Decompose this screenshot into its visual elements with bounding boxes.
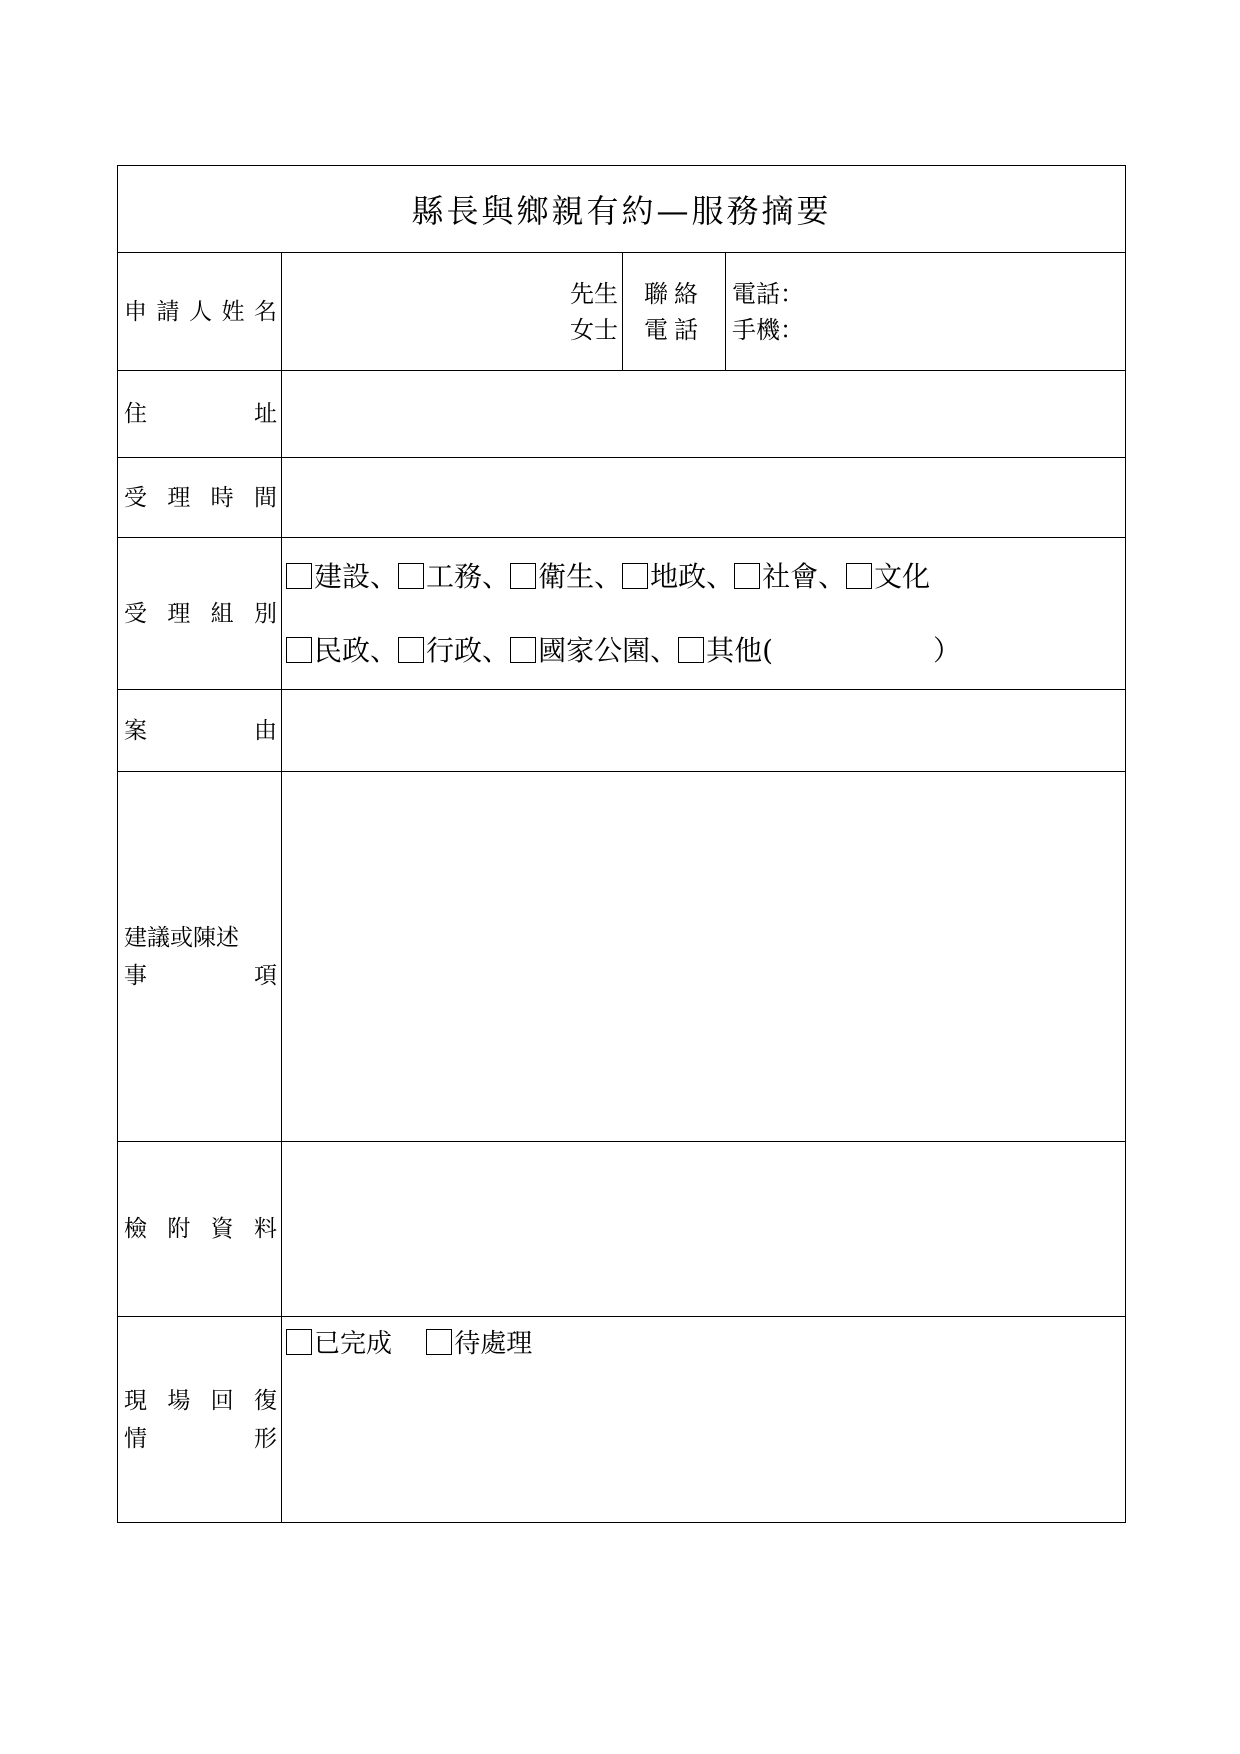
checkbox-public-works[interactable] — [398, 563, 424, 589]
group-line-2: 民政、 行政、 國家公園、 其他( ） — [282, 631, 1125, 671]
suggestion-field[interactable] — [282, 772, 1126, 1142]
response-label: 現 場 回 復 情 形 — [118, 1317, 282, 1523]
attachments-label: 檢 附 資 料 — [118, 1142, 282, 1317]
attachments-field[interactable] — [282, 1142, 1126, 1317]
case-label: 案 由 — [118, 690, 282, 772]
form-title: 縣長與鄉親有約—服務摘要 — [118, 166, 1126, 253]
checkbox-social[interactable] — [734, 563, 760, 589]
checkbox-health[interactable] — [510, 563, 536, 589]
response-field — [282, 1317, 1126, 1523]
status-options: 已完成 待處理 — [282, 1317, 1125, 1361]
group-label: 受 理 組 別 — [118, 538, 282, 690]
applicant-content — [282, 253, 1126, 371]
applicant-label: 申 請 人 姓 名 — [118, 253, 282, 371]
group-options — [282, 538, 1126, 690]
checkbox-administration[interactable] — [398, 637, 424, 663]
checkbox-land[interactable] — [622, 563, 648, 589]
checkbox-construction[interactable] — [286, 563, 312, 589]
title-mr: 先生 — [570, 279, 618, 308]
contact-label: 聯絡 電話 — [623, 253, 726, 370]
suggestion-label: 建議或陳述 事 項 — [118, 772, 282, 1142]
checkbox-other[interactable] — [678, 637, 704, 663]
checkbox-culture[interactable] — [846, 563, 872, 589]
checkbox-civil-affairs[interactable] — [286, 637, 312, 663]
service-summary-form — [117, 165, 1126, 1523]
checkbox-done[interactable] — [286, 1329, 312, 1355]
address-label: 住 址 — [118, 371, 282, 458]
checkbox-pending[interactable] — [426, 1329, 452, 1355]
received-time-field[interactable] — [282, 458, 1126, 538]
contact-values[interactable] — [726, 253, 1125, 370]
phone-label: 電話： — [732, 279, 804, 308]
checkbox-national-park[interactable] — [510, 637, 536, 663]
title-ms: 女士 — [570, 315, 618, 344]
group-line-1: 建設、 工務、 衛生、 地政、 社會、 文化 — [282, 557, 1125, 597]
mobile-label: 手機： — [732, 315, 804, 344]
applicant-name-field[interactable] — [282, 253, 623, 370]
address-field[interactable] — [282, 371, 1126, 458]
case-field[interactable] — [282, 690, 1126, 772]
received-time-label: 受 理 時 間 — [118, 458, 282, 538]
